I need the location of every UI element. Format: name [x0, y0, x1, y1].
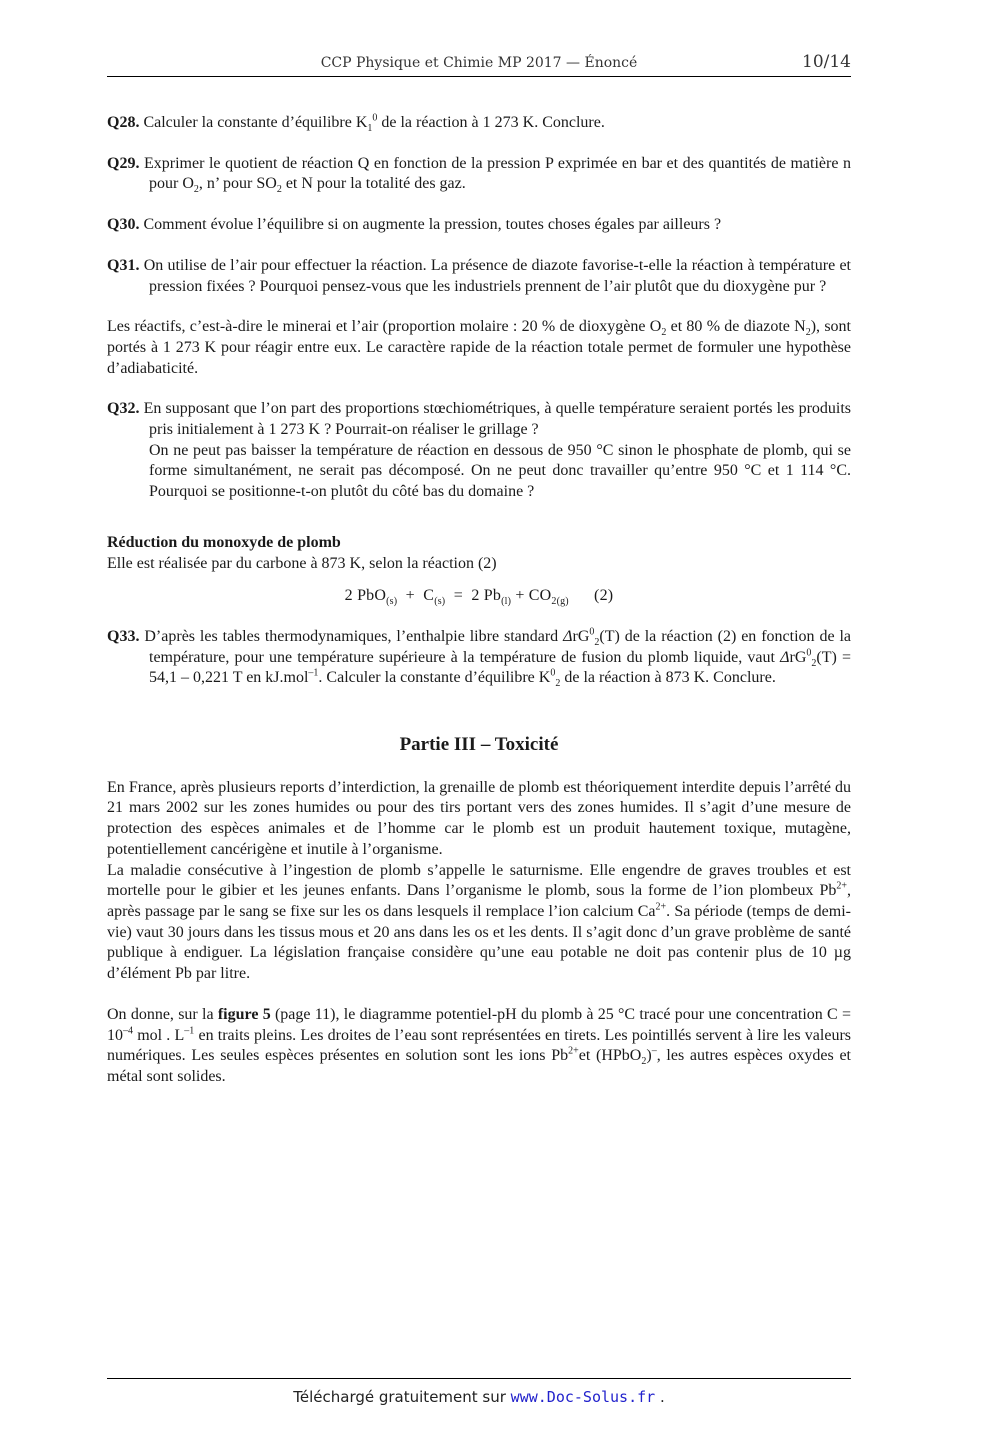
footer-label: Téléchargé gratuitement sur	[293, 1388, 511, 1406]
question-q29	[107, 154, 851, 195]
question-text: On utilise de l’air pour effectuer la réaction. La présence de diazote favorise-t-elle la réaction à température et pression fixées ? Pourquoi pensez-vous que les industriels prennent de l’air plutôt que du dioxygène pur ?	[143, 256, 851, 295]
subscript: 2	[811, 657, 817, 669]
question-text: de la réaction à 1 273 K. Conclure.	[377, 114, 605, 131]
delta-symbol: Δ	[563, 627, 573, 645]
superscript: 0	[806, 647, 812, 659]
subscript: 2(g)	[551, 596, 569, 608]
question-text: D’après les tables thermodynamiques, l’enthalpie libre standard	[144, 627, 564, 645]
question-text: et N pour la totalité des gaz.	[281, 175, 466, 193]
page-footer	[107, 1378, 851, 1406]
paragraph-reactifs	[107, 317, 851, 379]
question-text: (T) de la réaction (2) en fonction de la température, pour une température supérieure à la température de fusion du plomb liquide, vaut	[149, 627, 852, 666]
page-header	[107, 50, 851, 77]
question-text: (T) = 54,1 – 0,221 T en kJ.mol	[149, 648, 852, 687]
question-text: , n’ pour SO	[198, 175, 277, 193]
question-number: Q33.	[107, 627, 140, 645]
question-text: de la réaction à 873 K. Conclure.	[560, 669, 776, 687]
paragraph-toxicite-1: En France, après plusieurs reports d’interdiction, la grenaille de plomb est théoriquement interdite depuis l’arrêté du 21 mars 2002 sur les zones humides ou pour des tirs portant vers des zones humides. Il s’agit d’une mesure de protection des espèces animales et de l’homme car le plomb est un produit hautement toxique, mutagène, potentiellement cancérigène et inutile à l’organisme.	[107, 778, 851, 858]
question-number: Q31.	[107, 256, 140, 274]
superscript: 2+	[836, 880, 847, 892]
question-number: Q32.	[107, 400, 140, 418]
paragraph-text: (page 11), le diagramme potentiel-pH du plomb à 25 °C tracé pour une concentration C = 10	[107, 1005, 851, 1044]
paragraph-text: . Sa période (temps de demi-vie) vaut 30 jours dans les tissus mous et 20 ans dans les os et les dents. Il s’agit donc d’un grave problème de santé publique à endiguer. La législation française considère qu’une eau potable ne doit pas contenir plus de 10 µg d’élément Pb par litre.	[107, 902, 851, 983]
subscript: 2	[641, 1056, 647, 1068]
subscript: 2	[661, 327, 667, 339]
figure-reference: figure 5	[217, 1005, 271, 1023]
delta-symbol: Δ	[780, 648, 790, 666]
paragraph-text: mol . L	[133, 1026, 185, 1044]
paragraph-toxicite-2	[107, 861, 851, 985]
question-number: Q29.	[107, 154, 140, 172]
subscript: 2	[276, 184, 282, 196]
equation-term: = 2 Pb	[445, 587, 502, 605]
question-text: Comment évolue l’équilibre si on augmente la pression, toutes choses égales par ailleurs ?	[143, 216, 722, 234]
superscript: –1	[308, 668, 319, 680]
question-q32	[107, 399, 851, 503]
header-title: CCP Physique et Chimie MP 2017 — Énoncé	[320, 55, 638, 71]
subscript: 2	[193, 184, 199, 196]
paragraph-text: ), sont portés à 1 273 K pour réagir entre eux. Le caractère rapide de la réaction totale permet de formuler une hypothèse d’adiabaticité.	[107, 318, 851, 377]
paragraph-text: et 80 % de diazote N	[666, 318, 806, 336]
question-number: Q30.	[107, 216, 140, 234]
question-text: . Calculer la constante d’équilibre K	[318, 669, 551, 687]
equation-term: + C	[397, 587, 435, 605]
paragraph-toxicite-3	[107, 1005, 851, 1088]
question-text: Exprimer le quotient de réaction Q en fonction de la pression P exprimée en bar et des quantités de matière n pour O	[144, 154, 851, 193]
subscript: 2	[555, 678, 561, 690]
superscript: –4	[123, 1025, 133, 1037]
paragraph-text: On donne, sur la	[107, 1005, 218, 1023]
paragraph-text: , les autres espèces oxydes et métal sont solides.	[107, 1047, 851, 1085]
question-text: rG	[789, 648, 807, 666]
equation-number: (2)	[594, 587, 614, 605]
equation-term: 2 PbO	[344, 587, 387, 605]
part-title: Partie III – Toxicité	[399, 734, 559, 756]
superscript: 2+	[568, 1045, 579, 1057]
question-q31	[107, 256, 851, 297]
question-q28	[107, 113, 851, 134]
footer-end: .	[655, 1388, 665, 1406]
superscript: 2+	[655, 901, 667, 913]
subscript: 1	[367, 123, 373, 135]
superscript: –1	[184, 1025, 195, 1037]
paragraph-text: )	[646, 1047, 652, 1065]
subscript: (s)	[386, 596, 398, 608]
question-text: Calculer la constante d’équilibre K	[143, 114, 368, 131]
question-text: rG	[572, 627, 590, 645]
question-number: Q28.	[107, 114, 140, 131]
paragraph-text: , après passage par le sang se fixe sur les os dans lesquels il remplace l’ion calcium Ca	[107, 882, 851, 920]
subscript: (l)	[501, 596, 512, 608]
question-q30	[107, 215, 851, 236]
paragraph-text: Les réactifs, c’est-à-dire le minerai et l’air (proportion molaire : 20 % de dioxygène O	[107, 318, 662, 336]
superscript: 0	[589, 626, 595, 638]
superscript: –	[651, 1045, 657, 1057]
section-intro: Elle est réalisée par du carbone à 873 K, selon la réaction (2)	[107, 554, 497, 572]
superscript: 0	[372, 112, 378, 124]
subscript: 2	[594, 637, 600, 649]
page-number: 10/14	[802, 52, 851, 72]
section-heading: Réduction du monoxyde de plomb	[107, 533, 341, 551]
footer-text	[107, 1388, 851, 1406]
question-q33	[107, 627, 851, 689]
superscript: 0	[550, 668, 556, 680]
subscript: (s)	[434, 596, 446, 608]
equation-term: + CO	[511, 587, 552, 605]
subscript: 2	[805, 327, 811, 339]
equation-2	[107, 586, 851, 607]
question-text: En supposant que l’on part des proportions stœchiométriques, à quelle température seraient portés les produits pris initialement à 1 273 K ? Pourrait-on réaliser le grillage ?	[143, 400, 852, 439]
paragraph-text: et (HPbO	[578, 1047, 642, 1065]
paragraph-text: en traits pleins. Les droites de l’eau sont représentées en tirets. Les pointillés servent à lire les valeurs numériques. Les seules espèces présentes en solution sont les ions Pb	[107, 1026, 851, 1065]
page-content	[107, 113, 851, 1108]
question-text: On ne peut pas baisser la température de réaction en dessous de 950 °C sinon le phosphate de plomb, qui se forme simultanément, ne serait pas décomposé. On ne peut donc travailler qu’entre 950 °C et 1 114 °C. Pourquoi se positionne-t-on plutôt du côté bas du domaine ?	[149, 441, 851, 501]
paragraph-text: La maladie consécutive à l’ingestion de plomb s’appelle le saturnisme. Elle engendre de graves troubles et est mortelle pour le gibier et les jeunes enfants. Dans l’organisme le plomb, sous la forme de l’ion plombeux Pb	[107, 861, 851, 900]
doc-solus-link[interactable]: www.Doc-Solus.fr	[510, 1388, 656, 1406]
